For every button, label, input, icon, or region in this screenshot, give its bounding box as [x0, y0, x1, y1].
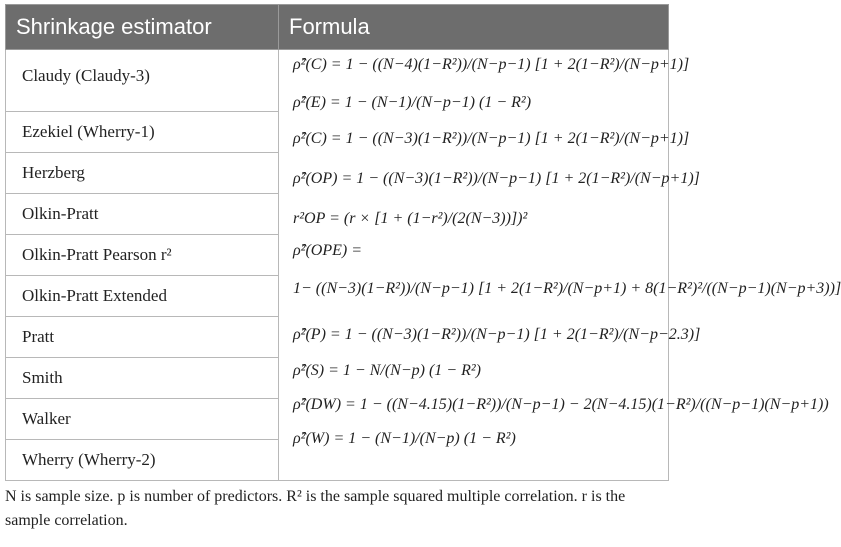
- shrinkage-estimator-table: [5, 4, 841, 481]
- estimator-name: Smith: [6, 358, 279, 399]
- formula-line: ρ̂²(W) = 1 − (N−1)/(N−p) (1 − R²): [293, 430, 516, 447]
- formula-line: ρ̂²(OPE) =: [293, 242, 363, 259]
- formula-line: ρ̂²(S) = 1 − N/(N−p) (1 − R²): [293, 362, 481, 379]
- estimator-name: Pratt: [6, 317, 279, 358]
- formula-line: ρ̂²(C) = 1 − ((N−4)(1−R²))/(N−p−1) [1 + 2(1−R²)/(N−p+1)]: [293, 56, 690, 73]
- formula-line: ρ̂²(DW) = 1 − ((N−4.15)(1−R²))/(N−p−1) − 2(N−4.15)(1−R²)/((N−p−1)(N−p+1)): [293, 396, 829, 413]
- formula-line: ρ̂²(OP) = 1 − ((N−3)(1−R²))/(N−p−1) [1 + 2(1−R²)/(N−p+1)]: [293, 170, 700, 187]
- formula-line: ρ̂²(P) = 1 − ((N−3)(1−R²))/(N−p−1) [1 + 2(1−R²)/(N−p−2.3)]: [293, 326, 701, 343]
- estimator-name: Olkin-Pratt: [6, 194, 279, 235]
- estimator-name: Walker: [6, 399, 279, 440]
- formula-line: ρ̂²(C) = 1 − ((N−3)(1−R²))/(N−p−1) [1 + 2(1−R²)/(N−p+1)]: [293, 130, 690, 147]
- header-shrinkage-estimator: Shrinkage estimator: [6, 5, 279, 50]
- formula-line: 1− ((N−3)(1−R²))/(N−p−1) [1 + 2(1−R²)/(N−p+1) + 8(1−R²)²/((N−p−1)(N−p+3))]: [293, 280, 841, 297]
- estimator-table-container: [5, 4, 841, 481]
- estimator-name: Olkin-Pratt Pearson r²: [6, 235, 279, 276]
- estimator-name: Ezekiel (Wherry-1): [6, 112, 279, 153]
- formula-line: r²OP = (r × [1 + (1−r²)/(2(N−3))])²: [293, 210, 528, 227]
- formula-column: [279, 50, 841, 481]
- estimator-name: Herzberg: [6, 153, 279, 194]
- estimator-name: Olkin-Pratt Extended: [6, 276, 279, 317]
- table-footnote: N is sample size. p is number of predictors. R² is the sample squared multiple correlation. r is the sample correlation.: [5, 488, 626, 529]
- formula-line: ρ̂²(E) = 1 − (N−1)/(N−p−1) (1 − R²): [293, 94, 532, 111]
- table-row: [6, 50, 669, 112]
- header-row: [6, 5, 669, 50]
- estimator-name: Claudy (Claudy-3): [6, 50, 279, 112]
- header-formula: Formula: [279, 5, 669, 50]
- estimator-name: Wherry (Wherry-2): [6, 440, 279, 481]
